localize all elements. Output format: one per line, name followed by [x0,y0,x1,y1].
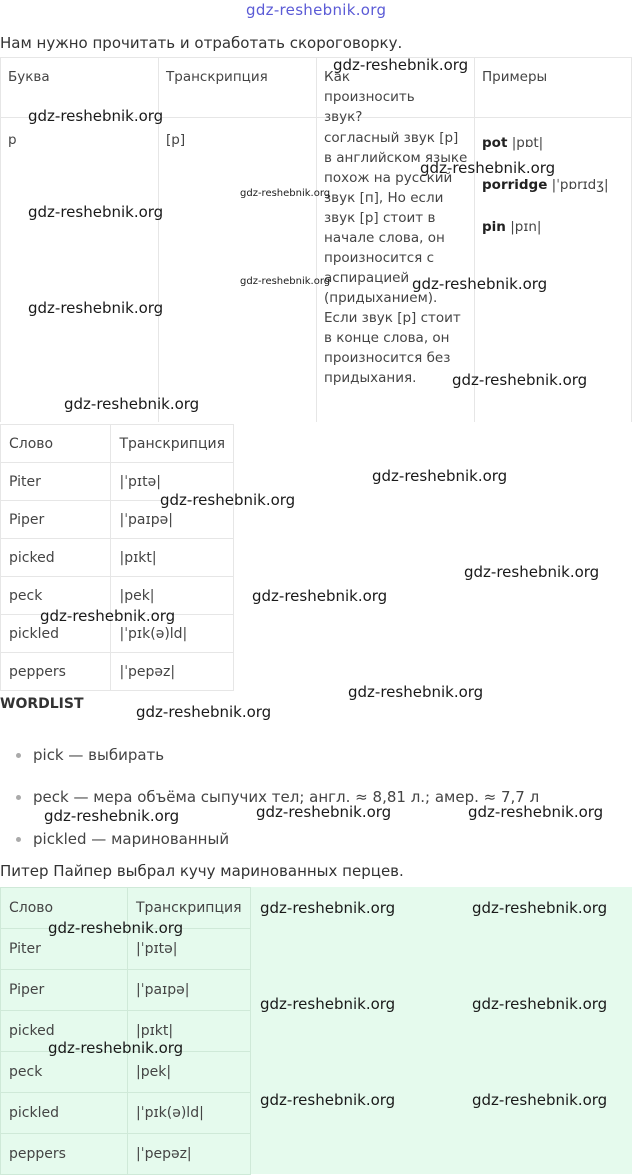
word-cell: pickled [1,615,111,653]
word-cell: Piter [1,463,111,501]
table-row [1,970,251,1011]
trans-cell: |ˈpaɪpə| [111,501,234,539]
header-word: Слово [1,425,111,463]
watermark: gdz-reshebnik.org [260,995,396,1013]
watermark: gdz-reshebnik.org [472,899,608,917]
watermark: gdz-reshebnik.org [260,899,396,917]
word-cell: picked [1,539,111,577]
watermark: gdz-reshebnik.org [240,188,331,199]
header-how-to-pronounce: Как произносить звук? [324,69,415,125]
bullet-icon [16,753,21,758]
wordlist-title: WORDLIST [0,696,84,712]
letter-cell: p [8,132,17,148]
word-table [0,424,234,691]
watermark: gdz-reshebnik.org [452,371,588,389]
table-header-row [1,425,234,463]
example-word: pin [482,219,506,235]
watermark: gdz-reshebnik.org [136,703,272,721]
example-trans: |ˈpɒrɪdʒ| [551,177,609,193]
list-item [16,746,164,764]
word-cell: peck [1,577,111,615]
word-cell: Piper [1,501,111,539]
example-pot [482,133,543,153]
watermark: gdz-reshebnik.org [48,919,184,937]
transcription-cell: [p] [166,132,186,148]
list-item-text: peck — мера объёма сыпучих тел; англ. ≈ 8,81 л.; амер. ≈ 7,7 л [33,788,540,806]
watermark: gdz-reshebnik.org [160,491,296,509]
header-transcription: Транскрипция [111,425,234,463]
trans-cell: |pek| [111,577,234,615]
watermark: gdz-reshebnik.org [240,276,331,287]
bullet-icon [16,837,21,842]
watermark: gdz-reshebnik.org [44,807,180,825]
translation-text: Питер Пайпер выбрал кучу маринованных перцев. [0,862,404,880]
table-row [1,1093,251,1134]
word-cell: peppers [1,653,111,691]
watermark: gdz-reshebnik.org [412,275,548,293]
word-cell: peppers [1,1134,128,1175]
trans-cell: |pɪkt| [111,539,234,577]
example-word: porridge [482,177,548,193]
header-letter: Буква [8,69,50,85]
example-trans: |pɪn| [510,219,542,235]
table-row [1,1052,251,1093]
watermark: gdz-reshebnik.org [256,803,392,821]
watermark: gdz-reshebnik.org [464,563,600,581]
watermark: gdz-reshebnik.org [260,1091,396,1109]
trans-cell: |ˈpaɪpə| [128,970,251,1011]
list-item-text: pick — выбирать [33,746,165,764]
table-row [1,1134,251,1175]
watermark: gdz-reshebnik.org [64,395,200,413]
table-row [1,653,234,691]
trans-cell: |ˈpɪtə| [111,463,234,501]
trans-cell: |ˈpepəz| [111,653,234,691]
trans-cell: |ˈpɪk(ə)ld| [111,615,234,653]
trans-cell: |pɪkt| [128,1011,251,1052]
trans-cell: |ˈpɪk(ə)ld| [128,1093,251,1134]
site-title: gdz-reshebnik.org [246,1,387,19]
example-word: pot [482,135,508,151]
trans-cell: |ˈpepəz| [128,1134,251,1175]
example-pin [482,217,541,237]
example-trans: |pɒt| [511,135,544,151]
intro-text: Нам нужно прочитать и отработать скороговорку. [0,34,403,52]
example-porridge [482,175,609,195]
watermark: gdz-reshebnik.org [48,1039,184,1057]
word-cell: Piper [1,970,128,1011]
bullet-icon [16,795,21,800]
watermark: gdz-reshebnik.org [472,1091,608,1109]
header-examples: Примеры [482,69,548,85]
description-cell: согласный звук [p] в английском языке похож на русский звук [п], Но если звук [p] стоит в начале слова, он произносится с аспирацией (придыханием). Если звук [p] стоит в конце слова, он произносится без придыхания. [324,130,468,386]
watermark: gdz-reshebnik.org [28,203,164,221]
header-transcription: Транскрипция [128,888,251,929]
word-cell: peck [1,1052,128,1093]
list-item-text: pickled — маринованный [33,830,230,848]
table-row [1,539,234,577]
watermark: gdz-reshebnik.org [252,587,388,605]
word-cell: picked [1,1011,128,1052]
word-cell: pickled [1,1093,128,1134]
watermark: gdz-reshebnik.org [472,995,608,1013]
watermark: gdz-reshebnik.org [40,607,176,625]
watermark: gdz-reshebnik.org [28,299,164,317]
watermark: gdz-reshebnik.org [372,467,508,485]
trans-cell: |ˈpɪtə| [128,929,251,970]
header-transcription: Транскрипция [166,69,268,85]
watermark: gdz-reshebnik.org [468,803,604,821]
watermark: gdz-reshebnik.org [348,683,484,701]
watermark: gdz-reshebnik.org [28,107,164,125]
trans-cell: |pek| [128,1052,251,1093]
header-word: Слово [1,888,128,929]
watermark: gdz-reshebnik.org [420,159,556,177]
list-item [16,830,229,848]
watermark: gdz-reshebnik.org [333,56,469,74]
word-cell: Piter [1,929,128,970]
